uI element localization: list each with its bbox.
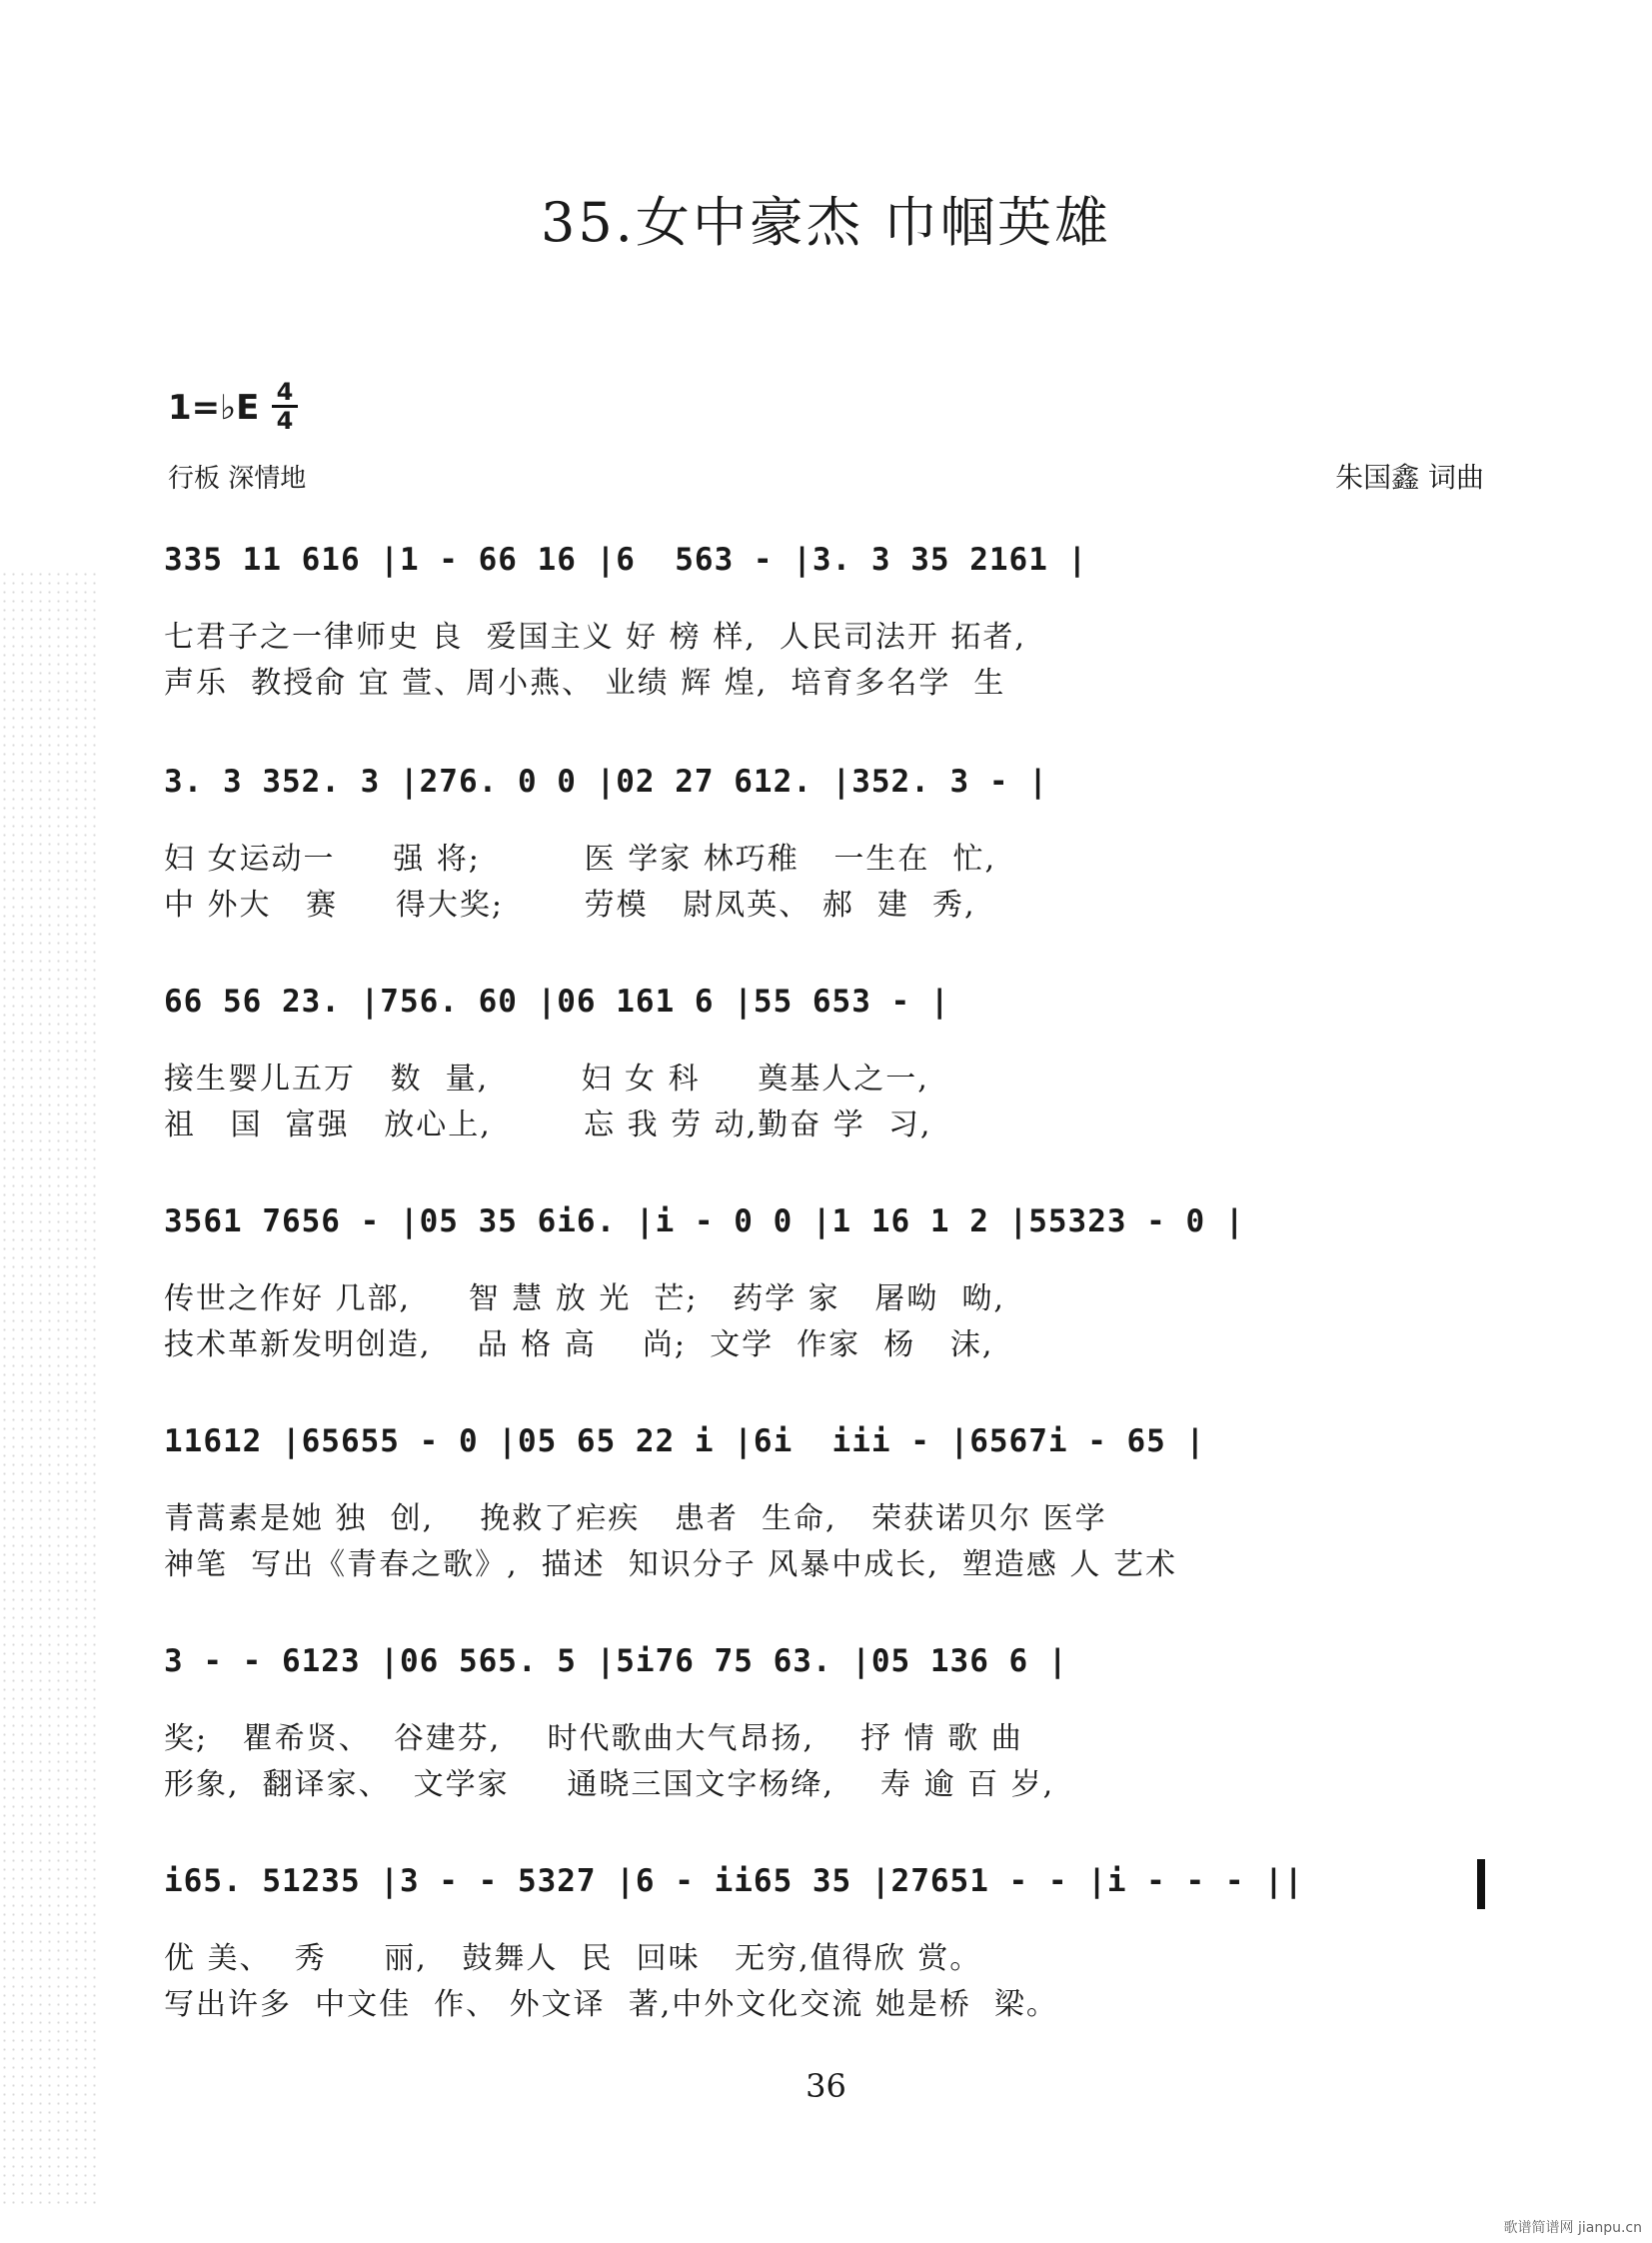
lyric-verse-1: 青蒿素是她 独 创, 挽救了疟疾 患者 生命, 荣获诺贝尔 医学 [164,1501,1107,1536]
page-number: 36 [806,2067,846,2105]
lyric-verse-1: 传世之作好 几部, 智 慧 放 光 芒; 药学 家 屠呦 呦, [164,1281,1005,1316]
composer-credit: 朱国鑫 词曲 [1335,461,1484,494]
lyric-verse-1: 奖; 瞿希贤、 谷建芬, 时代歌曲大气昂扬, 抒 情 歌 曲 [164,1721,1023,1756]
lyric-verse-1: 接生婴儿五万 数 量, 妇 女 科 奠基人之一, [164,1062,929,1097]
time-sig-top: 4 [276,378,294,406]
time-signature [272,380,298,433]
lyric-verse-1: 妇 女运动一 强 将; 医 学家 林巧稚 一生在 忙, [164,842,996,877]
notation-line: 11612 |65655 - 0 |05 65 22 i |6i iii - |6567i - 65 | [164,1423,1206,1459]
lyric-verse-2: 中 外大 赛 得大奖; 劳模 尉凤英、 郝 建 秀, [164,888,976,923]
final-barline [1477,1859,1485,1909]
key-signature: 1=♭E [168,388,260,428]
dotted-margin-decoration [0,570,100,2209]
notation-line: i65. 51235 |3 - - 5327 |6 - ii65 35 |27651 - - |i - - - || [164,1863,1304,1899]
site-watermark: 歌谱简谱网 jianpu.cn [1503,2220,1642,2236]
lyric-verse-2: 写出许多 中文佳 作、 外文译 著,中外文化交流 她是桥 梁。 [164,1987,1058,2022]
lyric-verse-2: 声乐 教授俞 宜 萱、周小燕、 业绩 辉 煌, 培育多名学 生 [164,666,1006,701]
tempo-marking: 行板 深情地 [168,464,307,494]
lyric-verse-1: 七君子之一律师史 良 爱国主义 好 榜 样, 人民司法开 拓者, [164,620,1026,655]
time-sig-bottom: 4 [276,407,294,435]
notation-line: 3. 3 352. 3 |276. 0 0 |02 27 612. |352. 3 - | [164,764,1048,800]
notation-line: 66 56 23. |756. 60 |06 161 6 |55 653 - | [164,984,950,1020]
notation-line: 3 - - 6123 |06 565. 5 |5i76 75 63. |05 136 6 | [164,1643,1068,1679]
lyric-verse-1: 优 美、 秀 丽, 鼓舞人 民 回味 无穷,值得欣 赏。 [164,1941,982,1976]
lyric-verse-2: 技术革新发明创造, 品 格 高 尚; 文学 作家 杨 沫, [164,1327,994,1362]
lyric-verse-2: 形象, 翻译家、 文学家 通晓三国文字杨绛, 寿 逾 百 岁, [164,1767,1055,1802]
lyric-verse-2: 祖 国 富强 放心上, 忘 我 劳 动,勤奋 学 习, [164,1108,932,1142]
page-title: 35.女中豪杰 巾帼英雄 [540,191,1112,254]
notation-line: 3561 7656 - |05 35 6i6. |i - 0 0 |1 16 1 2 |55323 - 0 | [164,1203,1245,1239]
lyric-verse-2: 神笔 写出《青春之歌》, 描述 知识分子 风暴中成长, 塑造感 人 艺术 [164,1547,1177,1582]
notation-line: 335 11 616 |1 - 66 16 |6 563 - |3. 3 35 2161 | [164,542,1088,578]
